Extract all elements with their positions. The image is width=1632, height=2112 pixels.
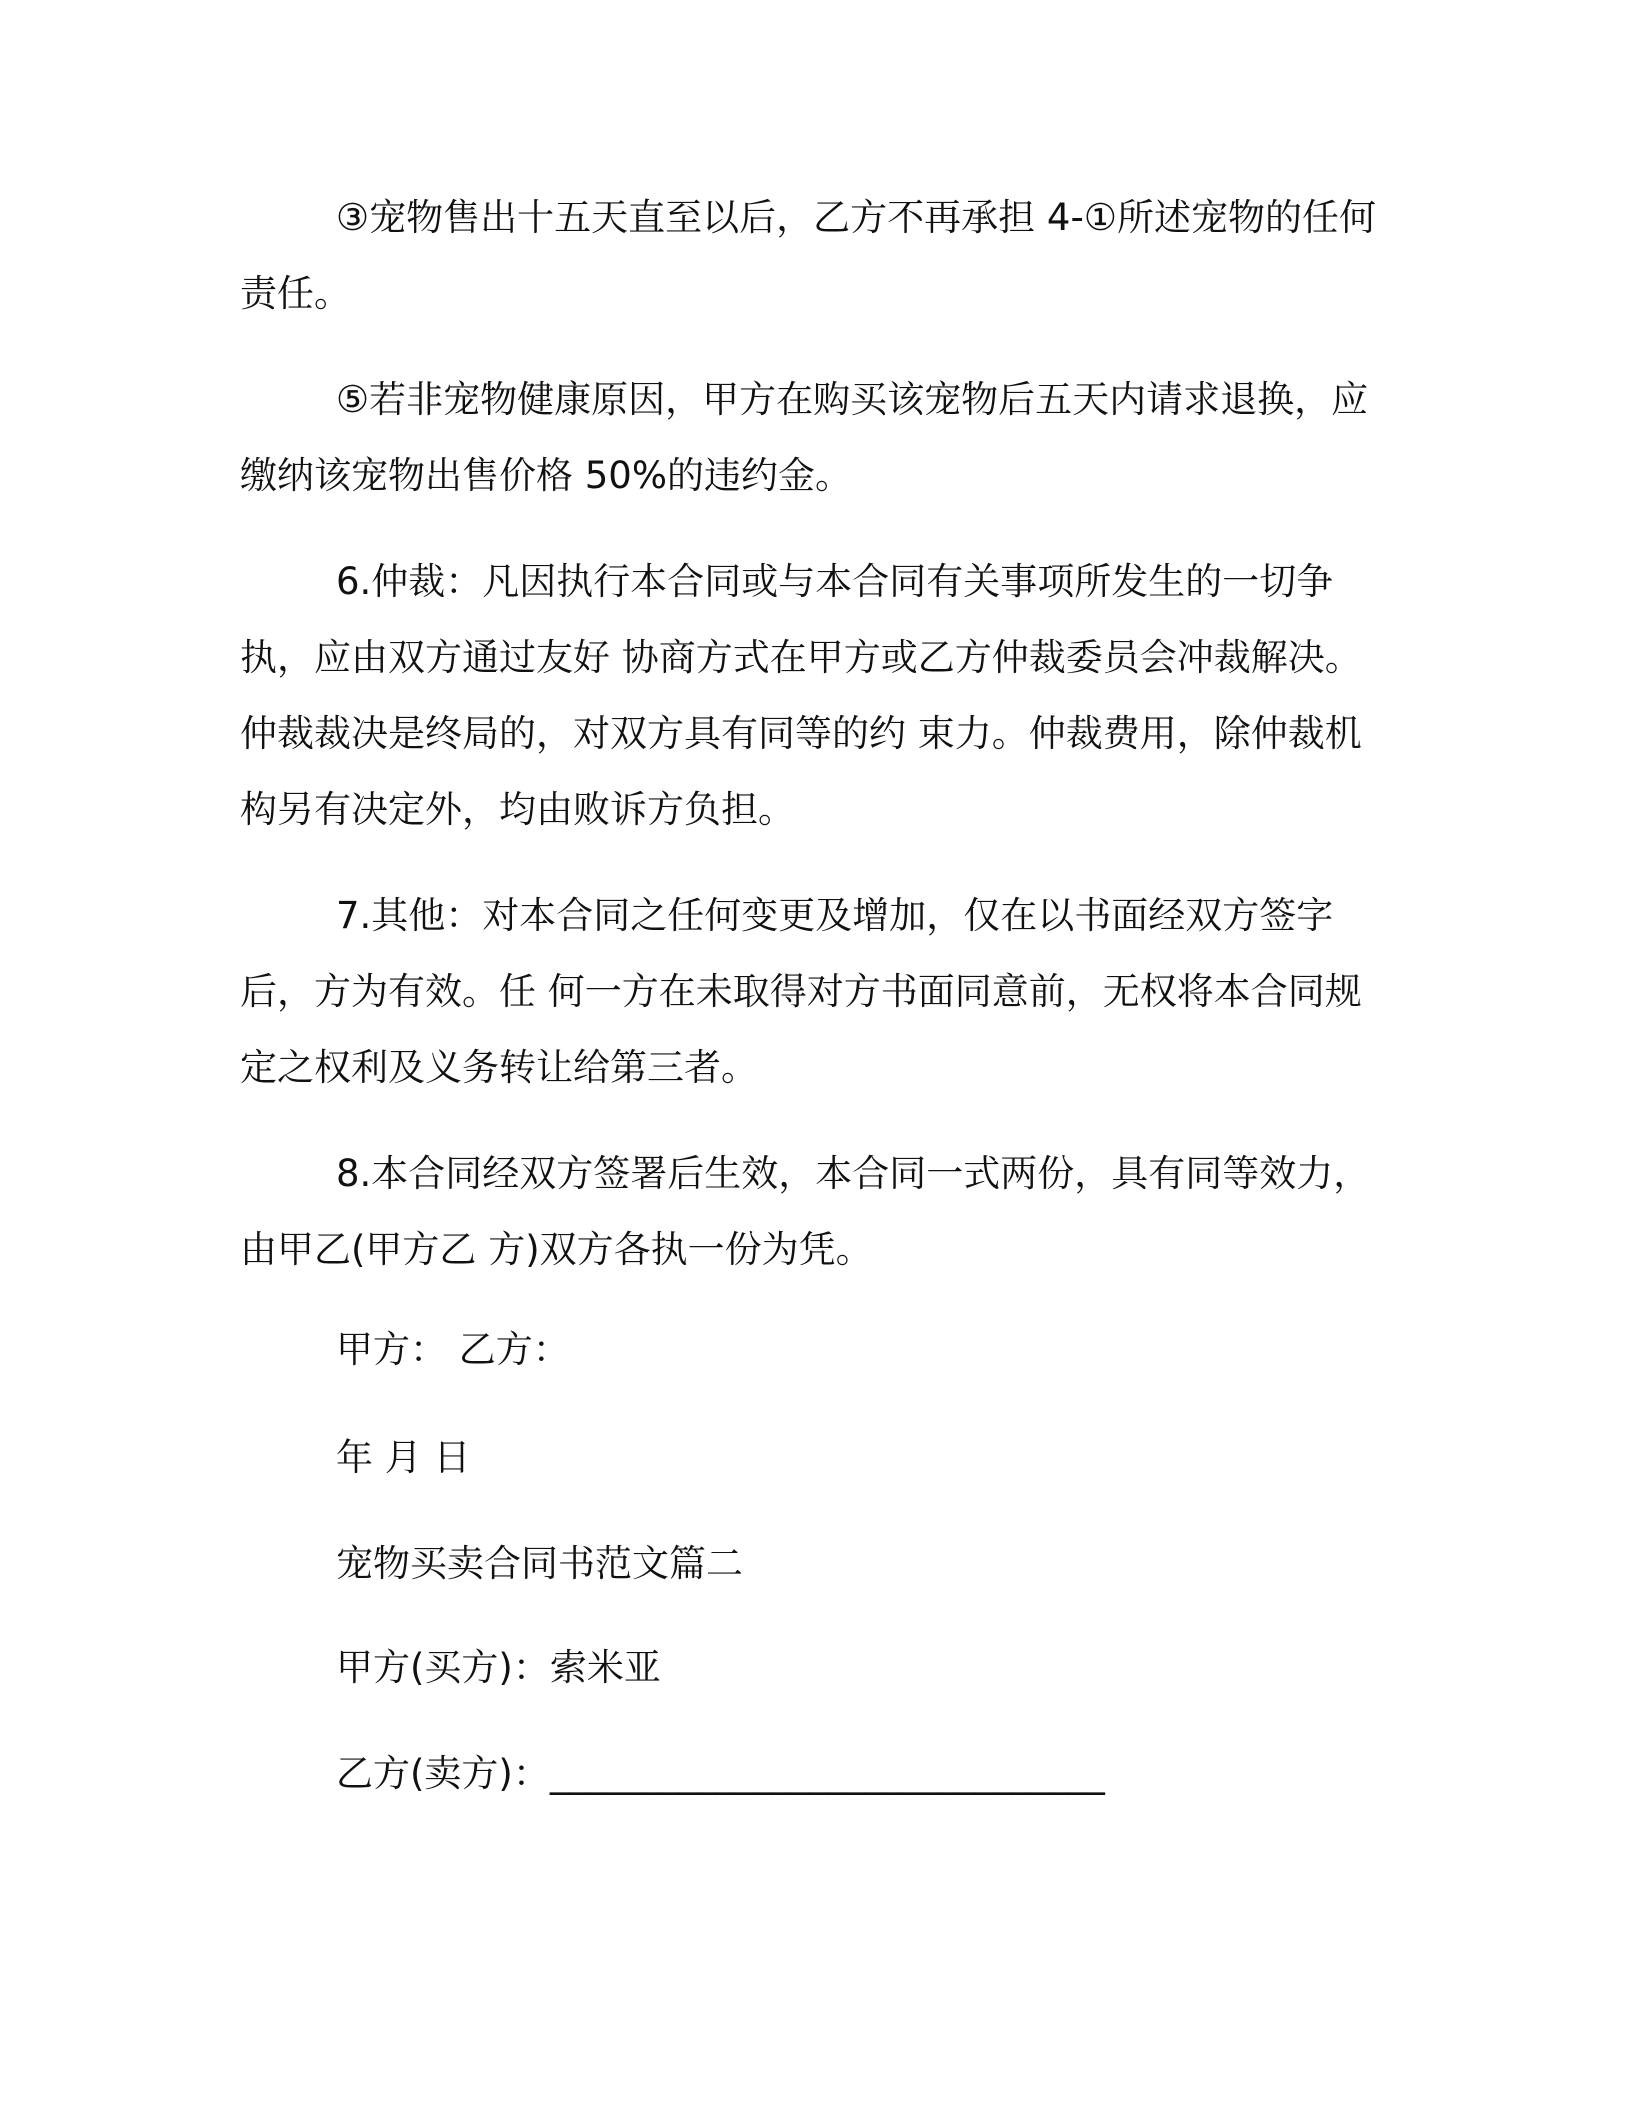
date-line: 年 月 日: [336, 1436, 471, 1479]
section-title: 宠物买卖合同书范文篇二: [336, 1542, 743, 1585]
party-a-line: 甲方(买方)：索米亚: [336, 1646, 661, 1689]
clause-other-paragraph: 7.其他：对本合同之任何变更及增加，仅在以书面经双方签字后，方为有效。任 何一方在未取得对方书面同意前，无权将本合同规定之权利及义务转让给第三者。: [240, 894, 1362, 1089]
party-b-label: 乙方(卖方)：: [336, 1752, 550, 1795]
signature-line: 甲方： 乙方：: [336, 1328, 570, 1371]
clause-arbitration-paragraph: 6.仲裁：凡因执行本合同或与本合同有关事项所发生的一切争执，应由双方通过友好 协商方式在甲方或乙方仲裁委员会冲裁解决。仲裁裁决是终局的，对双方具有同等的约 束力。仲裁费用，除仲裁机构另有决定外，均由败诉方负担。: [240, 560, 1362, 831]
clause-responsibility-paragraph: ③宠物售出十五天直至以后，乙方不再承担 4-①所述宠物的任何责任。: [240, 196, 1376, 315]
party-b-line: [336, 1744, 1105, 1804]
party-b-blank: ______________________________: [549, 1752, 1105, 1795]
clause-return-penalty-paragraph: ⑤若非宠物健康原因，甲方在购买该宠物后五天内请求退换，应缴纳该宠物出售价格 50%的违约金。: [240, 378, 1369, 497]
clause-effectiveness-paragraph: 8.本合同经双方签署后生效，本合同一式两份，具有同等效力，由甲乙(甲方乙 方)双方各执一份为凭。: [240, 1152, 1371, 1271]
